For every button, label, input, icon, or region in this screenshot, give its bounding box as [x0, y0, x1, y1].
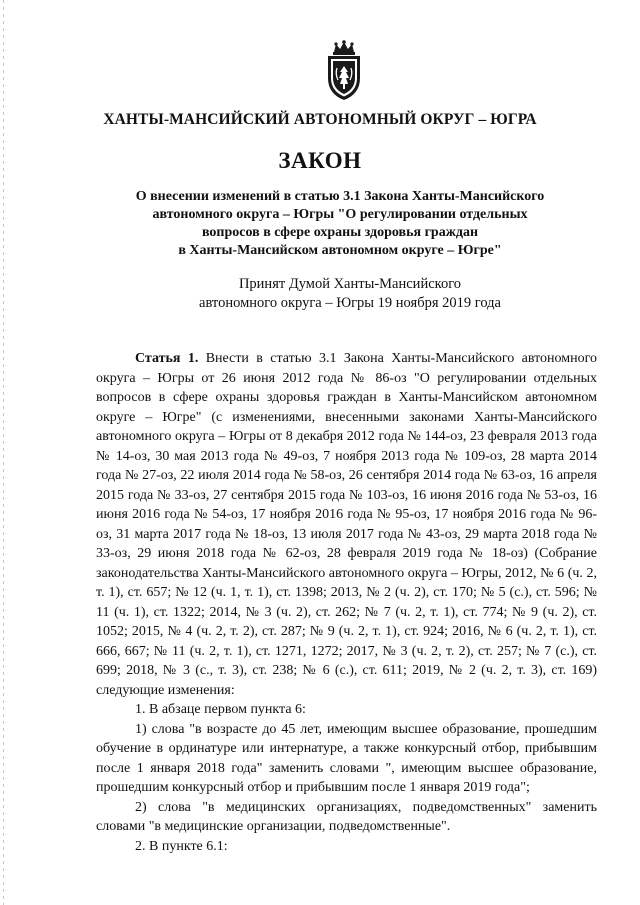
coat-of-arms-icon — [322, 40, 366, 102]
scan-edge-line — [3, 0, 4, 905]
region-title: ХАНТЫ-МАНСИЙСКИЙ АВТОНОМНЫЙ ОКРУГ – ЮГРА — [103, 111, 537, 128]
adoption-note: Принят Думой Ханты-Мансийского автономного округа – Югры 19 ноября 2019 года — [199, 276, 501, 311]
amendment-item: 2. В пункте 6.1: — [135, 838, 228, 854]
amendment-item: 1. В абзаце первом пункта 6: — [135, 702, 306, 717]
article-intro-text: Внести в статью 3.1 Закона Ханты-Мансийского автономного округа – Югры от 26 июня 2012 года № 86-оз "О регулировании отдельных вопросов в сфере охраны здоровья граждан в Ханты-Мансийском автономном округе – Югре" (с изменениями, внесенными законами Ханты-Мансийского автономного округа – Югры от 8 декабря 2012 года № 144-оз, 23 февраля 2013 года № 14-оз, 30 мая 2013 года № 49-оз, 7 ноября 2013 года № 109-оз, 28 марта 2014 года № 27-оз, 22 июля 2014 года № 58-оз, 26 сентября 2014 года № 63-оз, 16 апреля 2015 года № 33-оз, 27 сентября 2015 года № 103-оз, 16 июня 2016 года № 53-оз, 16 июня 2016 года № 54-оз, 17 ноября 2016 года № 95-оз, 17 ноября 2016 года № 96-оз, 31 марта 2017 года № 18-оз, 13 июля 2017 года № 43-оз, 29 марта 2018 года № 33-оз, 29 июня 2018 года № 62-оз, 28 февраля 2019 года № 18-оз) (Собрание законодательства Ханты-Мансийского автономного округа – Югры, 2012, № 6 (ч. 2, т. 1), ст. 657; № 12 (ч. 1, т. 1), ст. 1398; 2013, № 2 (ч. 2), ст. 170; № 5 (с.), ст. 596; № 11 (ч. 1), ст. 1322; 2014, № 3 (ч. 2), ст. 262; № 7 (ч. 2, т. 1), ст. 774; № 9 (ч. 2), ст. 1052; 2015, № 4 (ч. 2, т. 2), ст. 287; № 9 (ч. 2, т. 1), ст. 924; 2016, № 6 (ч. 2, т. 1), ст. 666, 667; № 11 (ч. 2, т. 1), ст. 1271, 1272; 2017, № 3 (ч. 2, т. 2), ст. 257; № 7 (с.), ст. 699; 2018, № 3 (с., т. 3), ст. 238; № 6 (с.), ст. 611; 2019, № 2 (ч. 2, т. 3), ст. 169) следующие изменения: — [96, 351, 598, 698]
amendment-item: 1) слова "в возрасте до 45 лет, имеющим высшее образование, прошедшим обучение в ординатуре или интернатуре, а также конкурсный отбор, прибывшим после 1 января 2018 года" заменить словами ", имеющим высшее образование, прошедшим конкурсный отбор и прибывшим после 1 января 2019 года"; — [96, 721, 597, 795]
law-subject: О внесении изменений в статью 3.1 Закона Ханты-Мансийского автономного округа – Югры "О регулировании отдельных вопросов в сфере охраны здоровья граждан в Ханты-Мансийском автономном округе – Югре" — [135, 189, 545, 258]
article-1-intro — [96, 349, 597, 700]
document-type: ЗАКОН — [278, 148, 362, 173]
article-heading: Статья 1. — [135, 351, 199, 366]
article-body — [96, 349, 597, 856]
amendment-item: 2) слова "в медицинских организациях, подведомственных" заменить словами "в медицинские организации, подведомственные". — [96, 799, 597, 834]
